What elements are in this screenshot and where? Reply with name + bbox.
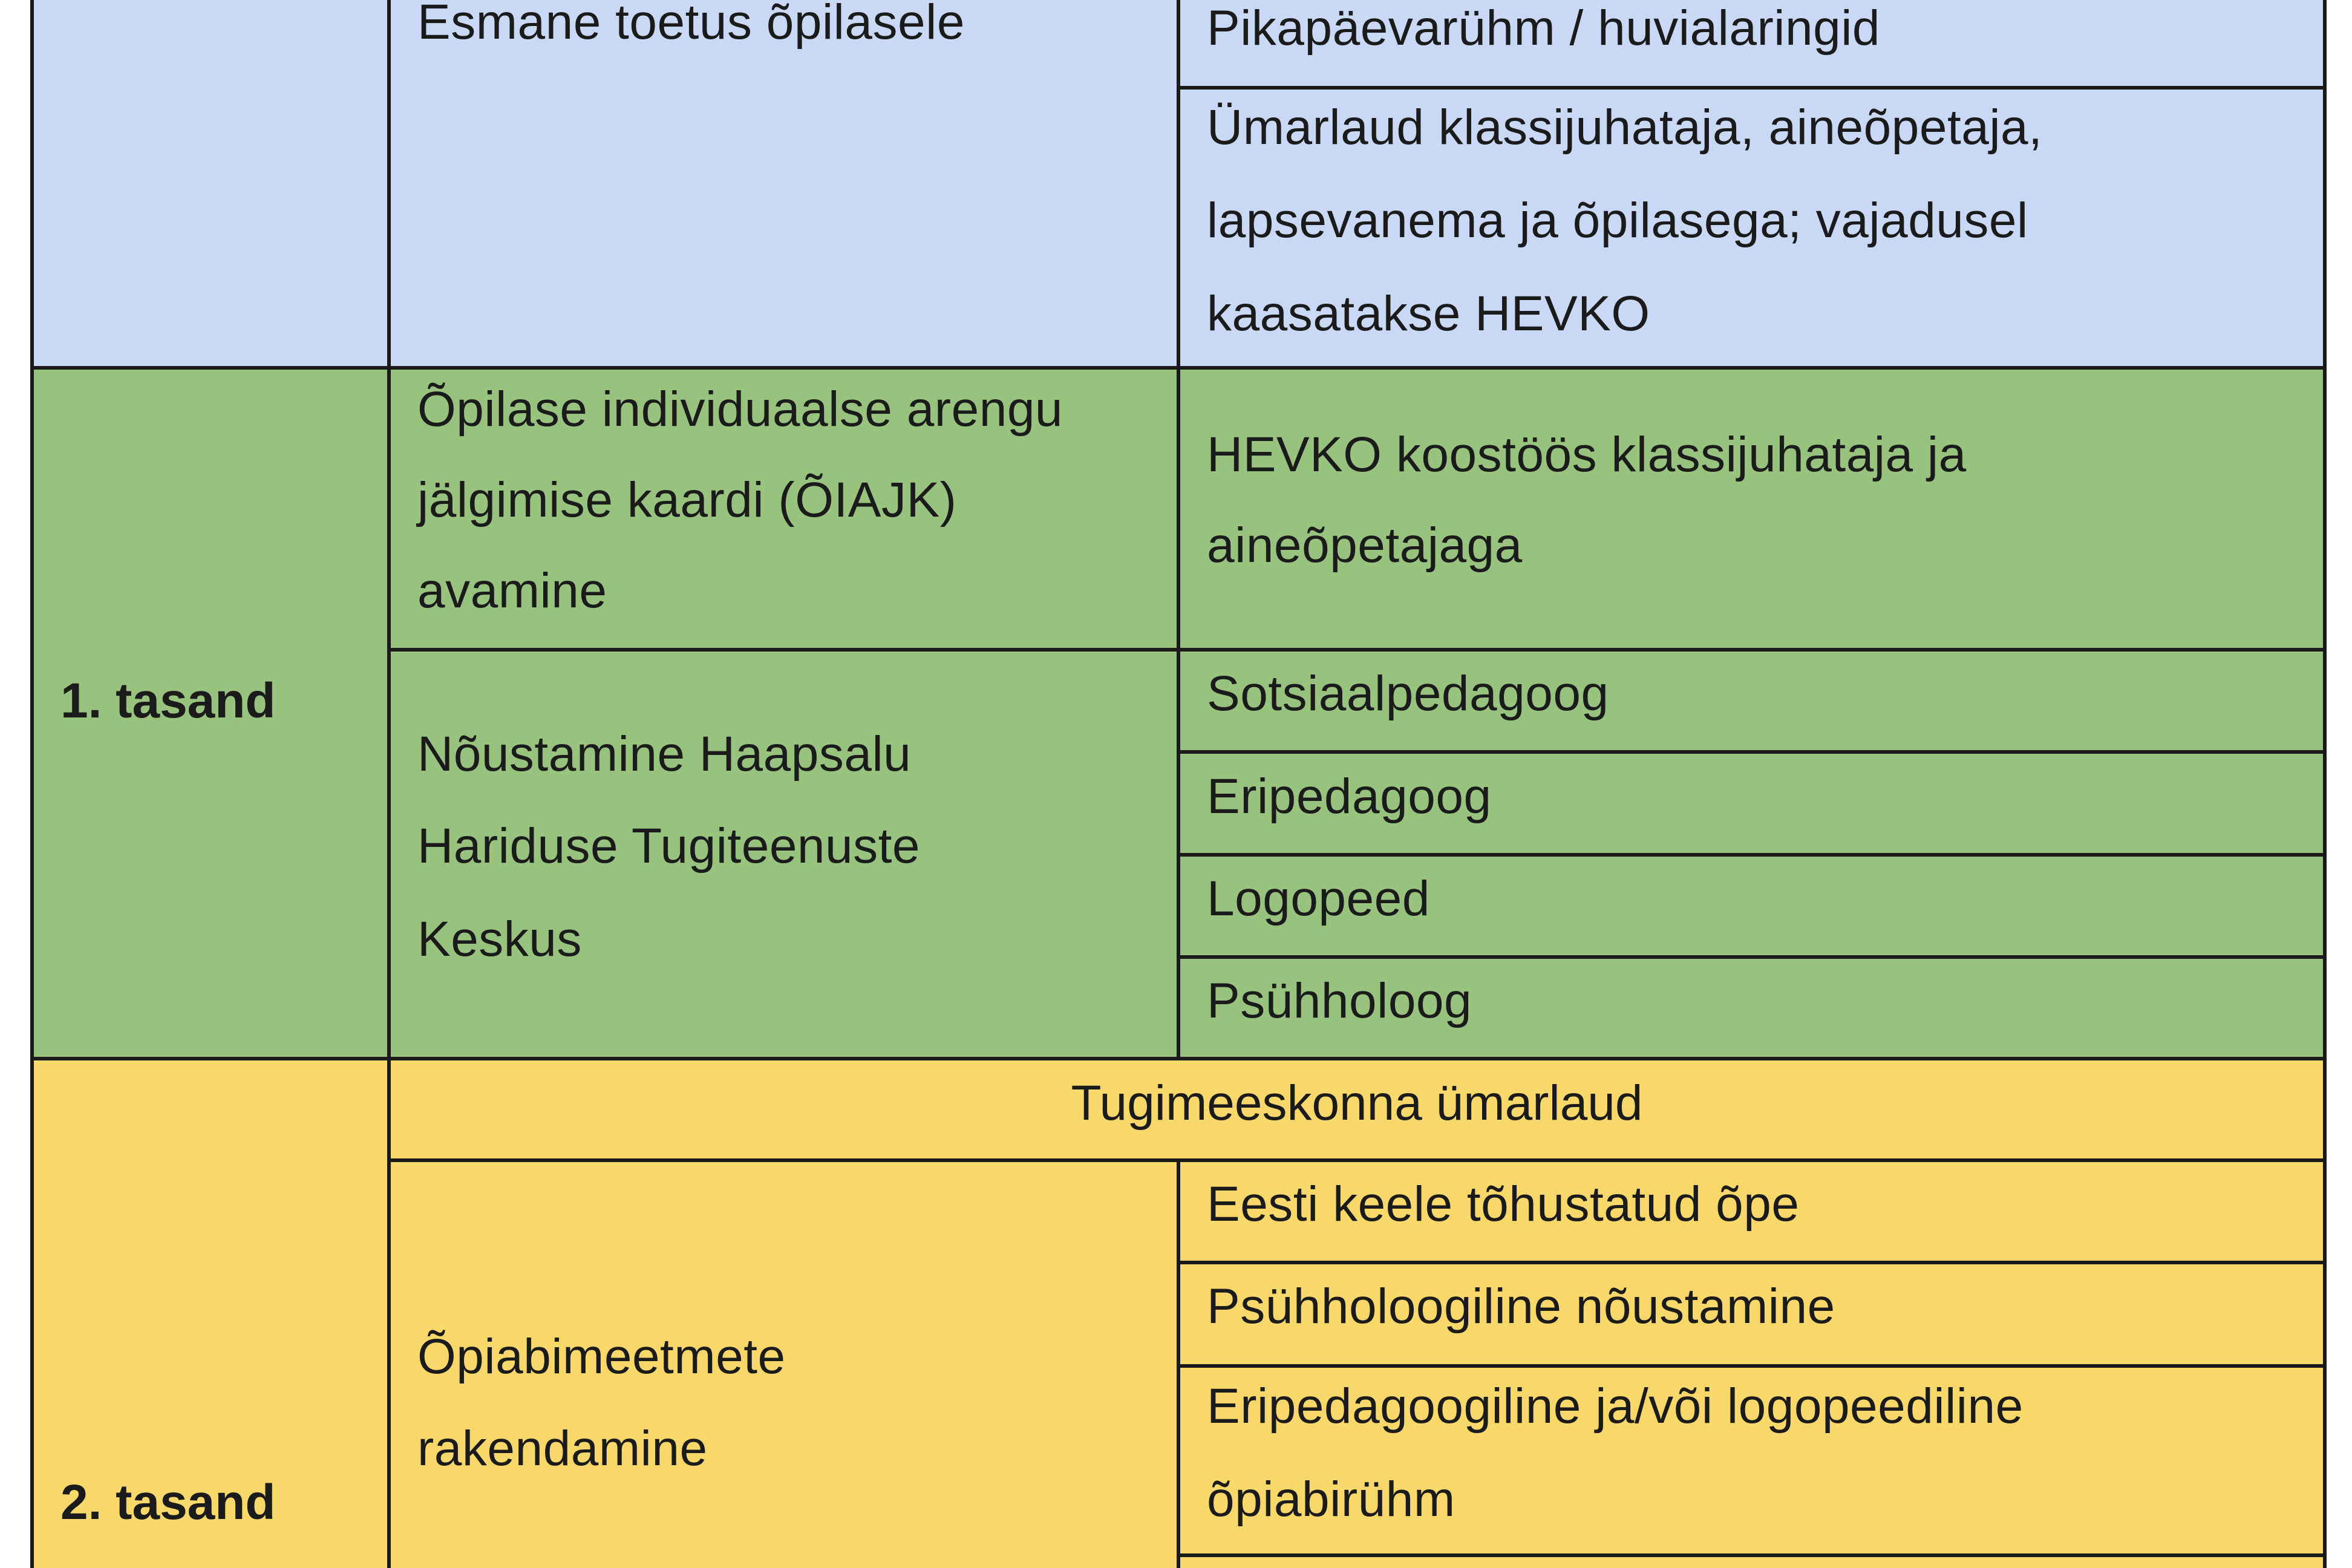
level-label-tier1: 1. tasand xyxy=(60,673,276,728)
activity-column-border-top xyxy=(1177,0,1180,1060)
service-cell-round-table-line1: Ümarlaud klassijuhataja, aineõpetaja, xyxy=(1207,100,2043,155)
activity-cell-initial-support: Esmane toetus õpilasele xyxy=(417,0,965,50)
activity-cell-counselling-line1: Nõustamine Haapsalu xyxy=(417,727,912,782)
activity-cell-counselling-line3: Keskus xyxy=(417,912,582,967)
row-divider xyxy=(30,366,2327,370)
activity-cell-development-card-line2: jälgimise kaardi (ÕIAJK) xyxy=(417,472,957,528)
service-cell-psychologist: Psühholoog xyxy=(1207,973,1472,1028)
service-cell-round-table-line2: lapsevanema ja õpilasega; vajadusel xyxy=(1207,193,2028,248)
table-right-border xyxy=(2323,0,2327,1568)
row-divider xyxy=(1177,1553,2327,1557)
activity-column-border-bottom xyxy=(1177,1158,1180,1568)
activity-cell-development-card-line1: Õpilase individuaalse arengu xyxy=(417,382,1063,437)
level-label-tier2: 2. tasand xyxy=(60,1475,276,1530)
table-left-border xyxy=(30,0,34,1568)
service-cell-round-table-line3: kaasatakse HEVKO xyxy=(1207,286,1650,341)
activity-cell-development-card-line3: avamine xyxy=(417,563,607,618)
service-cell-afterschool-group: Pikapäevarühm / huvialaringid xyxy=(1207,1,1881,56)
service-cell-special-speech-group-line2: õpiabirühm xyxy=(1207,1472,1455,1527)
service-cell-psychological-counselling: Psühholoogiline nõustamine xyxy=(1207,1279,1835,1334)
service-cell-special-speech-group-line1: Eripedagoogiline ja/või logopeediline xyxy=(1207,1379,2024,1434)
activity-cell-counselling-line2: Hariduse Tugiteenuste xyxy=(417,818,921,874)
service-cell-social-pedagogue: Sotsiaalpedagoog xyxy=(1207,666,1609,721)
service-cell-hevko-cooperation-line1: HEVKO koostöös klassijuhataja ja xyxy=(1207,427,1967,482)
support-team-round-table: Tugimeeskonna ümarlaud xyxy=(1071,1076,1643,1131)
row-divider xyxy=(30,1057,2327,1060)
service-cell-speech-therapist: Logopeed xyxy=(1207,871,1430,926)
service-cell-estonian-language: Eesti keele tõhustatud õpe xyxy=(1207,1177,1800,1232)
service-cell-special-pedagogue: Eripedagoog xyxy=(1207,769,1492,824)
activity-cell-learning-support-line1: Õpiabimeetmete xyxy=(417,1329,786,1384)
service-cell-hevko-cooperation-line2: aineõpetajaga xyxy=(1207,518,1523,573)
level-column-border xyxy=(387,0,391,1568)
activity-cell-learning-support-line2: rakendamine xyxy=(417,1421,708,1476)
